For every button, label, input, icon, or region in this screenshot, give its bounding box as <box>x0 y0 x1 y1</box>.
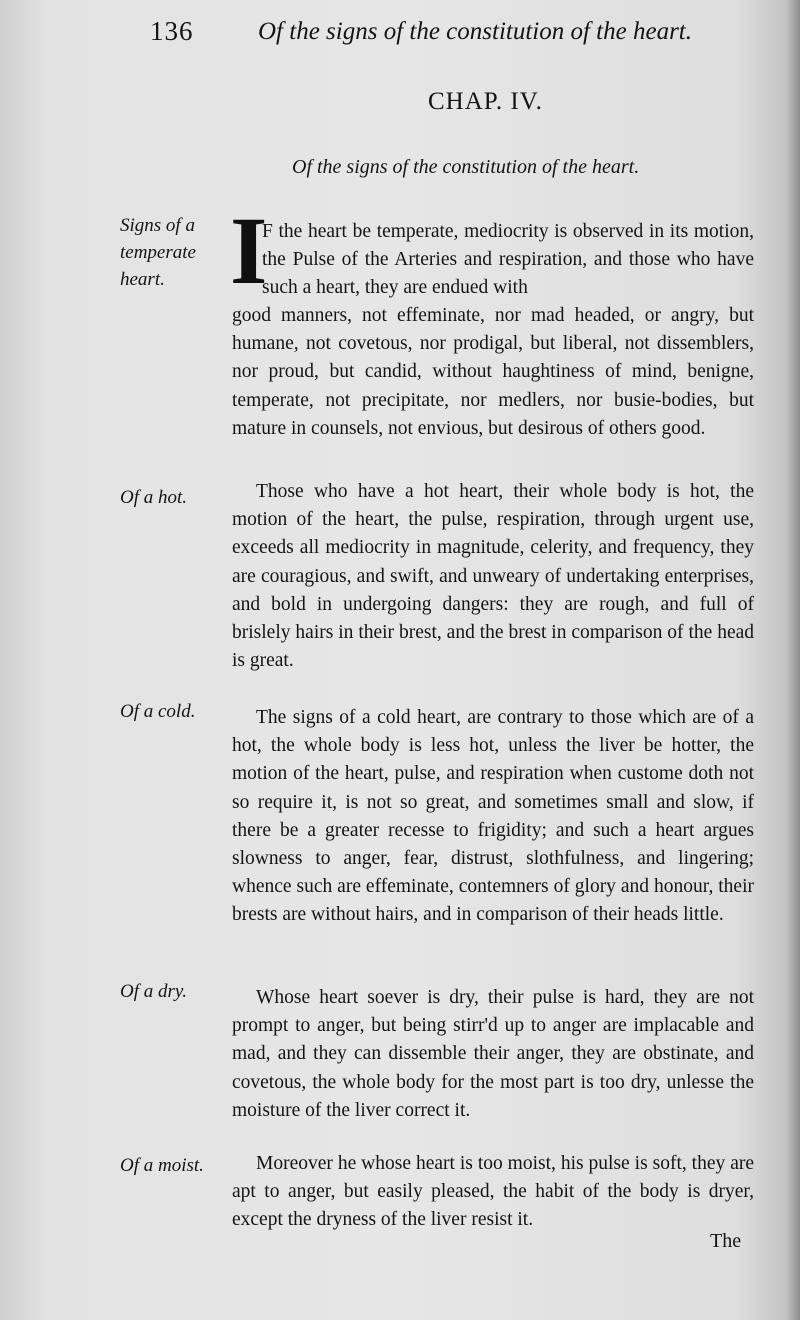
paragraph-temperate: good manners, not effeminate, nor mad headed, or angry, but humane, not covetous, nor prodigal, but liberal, not dissemblers, nor proud, but candid, without haughtiness of mind, benigne, temperate, not precipitate, nor medlers, nor busie-bodies, but mature in counsels, not envious, but desirous of others good. <box>232 305 754 439</box>
paragraph-cold: The signs of a cold heart, are contrary to those which are of a hot, the whole body is less hot, unless the liver be hotter, the motion of the heart, pulse, and respiration when custome doth not so require it, is not so great, and sometimes small and slow, if there be a greater recesse to frigidity; and such a heart argues slowness to anger, fear, distrust, slothfulness, and lingering; whence such are effeminate, contemners of glory and honour, their brests are without hairs, and in comparison of their heads little. <box>232 707 754 926</box>
paragraph-hot: Those who have a hot heart, their whole body is hot, the motion of the heart, the pulse, respiration, through urgent use, exceeds all mediocrity in magnitude, celerity, and frequency, they are couragious, and swift, and unweary of undertaking enterprises, and bold in undergoing dangers: they are rough, and full of brislely hairs in their brest, and the brest in comparison of the head is great. <box>232 481 754 672</box>
margin-note-hot: Of a hot. <box>120 487 188 508</box>
chapter-subtitle: Of the signs of the constitution of the heart. <box>292 156 640 178</box>
margin-note-temperate: Signs of a temperate heart. <box>120 215 196 290</box>
running-title: Of the signs of the constitution of the heart. <box>258 18 692 45</box>
margin-note-cold: Of a cold. <box>120 701 196 722</box>
chapter-heading: CHAP. IV. <box>428 88 543 115</box>
paragraph-temperate-opening: F the heart be temperate, mediocrity is observed in its motion, the Pulse of the Arteries and respiration, and those who have such a heart, they are endued with <box>262 221 754 299</box>
margin-note-moist: Of a moist. <box>120 1155 204 1176</box>
paragraph-moist: Moreover he whose heart is too moist, his pulse is soft, they are apt to anger, but easily pleased, the habit of the body is dryer, except the dryness of the liver resist it. <box>232 1153 754 1231</box>
paragraph-dry: Whose heart soever is dry, their pulse is hard, they are not prompt to anger, but being stirr'd up to anger are implacable and mad, and they can dissemble their anger, they are obstinate, and covetous, the whole body for the most part is too dry, unlesse the moisture of the liver correct it. <box>232 987 754 1121</box>
running-header <box>0 14 800 54</box>
drop-cap: I <box>230 197 268 304</box>
page-number: 136 <box>150 16 194 46</box>
margin-note-dry: Of a dry. <box>120 981 188 1002</box>
catchword: The <box>710 1230 742 1252</box>
